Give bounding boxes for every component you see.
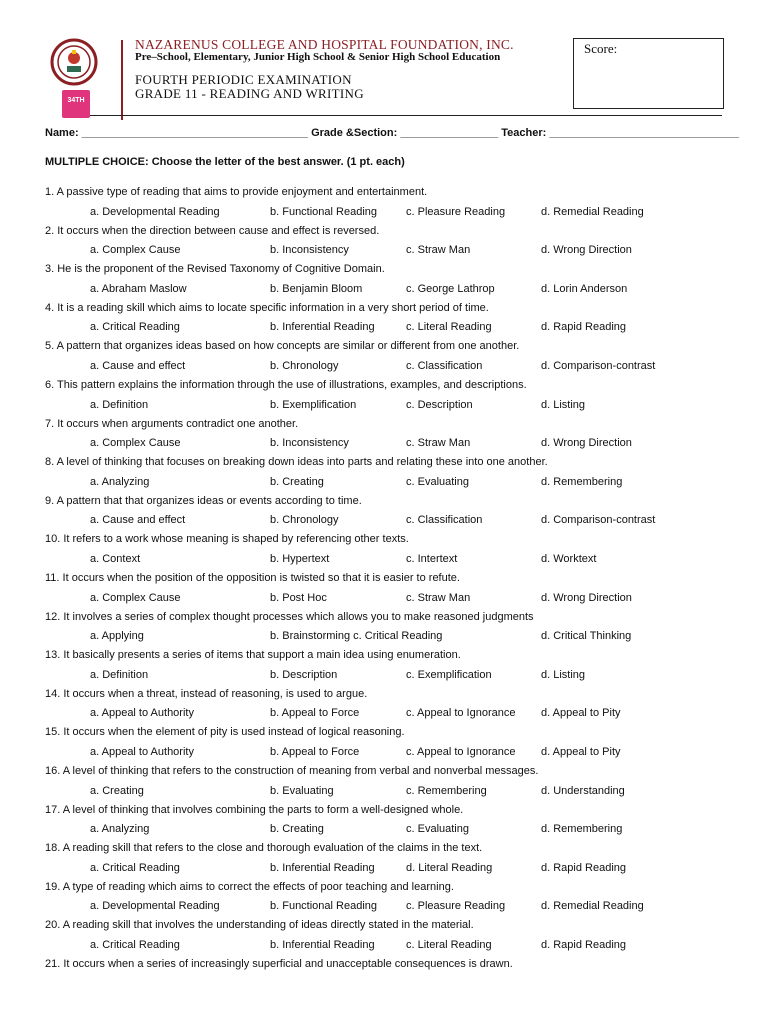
question-14-option-a[interactable]: a. Appeal to Authority: [90, 707, 194, 720]
question-14: 14. It occurs when a threat, instead of reasoning, is used to argue.: [45, 687, 368, 700]
question-8-option-a[interactable]: a. Analyzing: [90, 475, 150, 488]
question-2-option-c[interactable]: c. Straw Man: [406, 244, 471, 257]
question-4-option-c[interactable]: c. Literal Reading: [406, 321, 492, 334]
question-16-option-a[interactable]: a. Creating: [90, 784, 144, 797]
question-7-option-a[interactable]: a. Complex Cause: [90, 437, 181, 450]
question-19: 19. A type of reading which aims to correct the effects of poor teaching and learning.: [45, 880, 454, 893]
question-12-option-b[interactable]: b. Brainstorming c. Critical Reading: [270, 630, 443, 643]
question-20: 20. A reading skill that involves the understanding of ideas directly stated in the material.: [45, 919, 474, 932]
question-9-option-b[interactable]: b. Chronology: [270, 514, 339, 527]
question-4-option-b[interactable]: b. Inferential Reading: [270, 321, 375, 334]
question-10-option-d[interactable]: d. Worktext: [541, 552, 597, 565]
question-13-option-a[interactable]: a. Definition: [90, 668, 149, 681]
school-logo: [50, 38, 98, 86]
question-7: 7. It occurs when arguments contradict one another.: [45, 417, 299, 430]
question-19-option-b[interactable]: b. Functional Reading: [270, 900, 378, 913]
question-3-option-d[interactable]: d. Lorin Anderson: [541, 282, 628, 295]
question-17: 17. A level of thinking that involves combining the parts to form a well-designed whole.: [45, 803, 464, 816]
question-1: 1. A passive type of reading that aims to provide enjoyment and entertainment.: [45, 186, 428, 198]
question-18-option-a[interactable]: a. Critical Reading: [90, 861, 180, 874]
question-13-option-d[interactable]: d. Listing: [541, 668, 586, 681]
question-9-option-c[interactable]: c. Classification: [406, 514, 483, 527]
question-16: 16. A level of thinking that refers to the construction of meaning from verbal and nonverbal messages.: [45, 765, 539, 777]
score-box[interactable]: [573, 38, 724, 109]
question-5-option-b[interactable]: b. Chronology: [270, 359, 339, 372]
question-11-option-b[interactable]: b. Post Hoc: [270, 591, 327, 604]
question-11: 11. It occurs when the position of the opposition is twisted so that it is easier to refute.: [45, 572, 460, 584]
name-section-teacher-row[interactable]: Name: _____________________________________ Grade &Section: ________________ Teacher: _______________________________: [45, 127, 740, 139]
question-17-option-b[interactable]: b. Creating: [270, 823, 324, 836]
question-21: 21. It occurs when a series of increasingly superficial and unacceptable consequences is drawn.: [45, 958, 513, 970]
score-label: Score:: [584, 41, 618, 56]
question-10-option-a[interactable]: a. Context: [90, 552, 141, 565]
question-16-option-c[interactable]: c. Remembering: [406, 784, 487, 797]
question-19-option-c[interactable]: c. Pleasure Reading: [406, 900, 506, 913]
header-divider: [121, 40, 123, 120]
question-3-option-a[interactable]: a. Abraham Maslow: [90, 282, 187, 295]
question-4-option-d[interactable]: d. Rapid Reading: [541, 321, 627, 334]
question-5-option-d[interactable]: d. Comparison-contrast: [541, 359, 656, 372]
grade-subject: GRADE 11 - READING AND WRITING: [135, 86, 364, 101]
question-18-option-c[interactable]: d. Literal Reading: [406, 861, 493, 874]
question-11-option-c[interactable]: c. Straw Man: [406, 591, 471, 604]
question-9-option-a[interactable]: a. Cause and effect: [90, 514, 186, 527]
question-6-option-b[interactable]: b. Exemplification: [270, 398, 357, 411]
question-14-option-d[interactable]: d. Appeal to Pity: [541, 707, 621, 720]
instructions: MULTIPLE CHOICE: Choose the letter of the best answer. (1 pt. each): [45, 156, 405, 168]
question-6: 6. This pattern explains the information through the use of illustrations, examples, and descriptions.: [45, 379, 527, 391]
question-1-option-c[interactable]: c. Pleasure Reading: [406, 205, 506, 218]
school-name: NAZARENUS COLLEGE AND HOSPITAL FOUNDATION, INC.: [135, 37, 514, 52]
question-3-option-c[interactable]: c. George Lathrop: [406, 282, 495, 295]
question-19-option-d[interactable]: d. Remedial Reading: [541, 900, 644, 913]
question-2-option-d[interactable]: d. Wrong Direction: [541, 244, 632, 257]
question-1-option-a[interactable]: a. Developmental Reading: [90, 205, 220, 218]
question-20-option-b[interactable]: b. Inferential Reading: [270, 938, 375, 951]
header-rule: [90, 115, 722, 116]
question-15-option-d[interactable]: d. Appeal to Pity: [541, 745, 621, 758]
question-6-option-c[interactable]: c. Description: [406, 398, 473, 411]
exam-title: FOURTH PERIODIC EXAMINATION: [135, 72, 352, 87]
question-17-option-c[interactable]: c. Evaluating: [406, 823, 469, 836]
question-10: 10. It refers to a work whose meaning is shaped by referencing other texts.: [45, 533, 409, 546]
question-14-option-c[interactable]: c. Appeal to Ignorance: [406, 707, 516, 720]
question-12-option-d[interactable]: d. Critical Thinking: [541, 630, 632, 643]
question-15-option-c[interactable]: c. Appeal to Ignorance: [406, 745, 516, 758]
question-4-option-a[interactable]: a. Critical Reading: [90, 321, 180, 334]
question-7-option-b[interactable]: b. Inconsistency: [270, 437, 349, 450]
question-18-option-d[interactable]: d. Rapid Reading: [541, 861, 627, 874]
question-7-option-d[interactable]: d. Wrong Direction: [541, 437, 632, 450]
question-20-option-a[interactable]: a. Critical Reading: [90, 938, 180, 951]
question-8-option-d[interactable]: d. Remembering: [541, 475, 623, 488]
question-11-option-d[interactable]: d. Wrong Direction: [541, 591, 632, 604]
question-13: 13. It basically presents a series of items that support a main idea using enumeration.: [45, 649, 461, 662]
question-15-option-a[interactable]: a. Appeal to Authority: [90, 745, 194, 758]
question-1-option-b[interactable]: b. Functional Reading: [270, 205, 378, 218]
question-15-option-b[interactable]: b. Appeal to Force: [270, 745, 360, 758]
question-8: 8. A level of thinking that focuses on breaking down ideas into parts and relating these into one another.: [45, 456, 548, 469]
question-18-option-b[interactable]: b. Inferential Reading: [270, 861, 375, 874]
question-12: 12. It involves a series of complex thought processes which allows you to make reasoned judgments: [45, 610, 534, 623]
question-12-option-a[interactable]: a. Applying: [90, 630, 144, 643]
question-16-option-b[interactable]: b. Evaluating: [270, 784, 334, 797]
question-3: 3. He is the proponent of the Revised Taxonomy of Cognitive Domain.: [45, 263, 385, 276]
school-subtitle: Pre–School, Elementary, Junior High School & Senior High School Education: [135, 51, 501, 63]
question-2-option-a[interactable]: a. Complex Cause: [90, 244, 181, 257]
question-5: 5. A pattern that organizes ideas based on how concepts are similar or different from one another.: [45, 340, 520, 353]
question-13-option-c[interactable]: c. Exemplification: [406, 668, 492, 681]
question-11-option-a[interactable]: a. Complex Cause: [90, 591, 181, 604]
question-15: 15. It occurs when the element of pity is used instead of logical reasoning.: [45, 726, 405, 739]
question-6-option-a[interactable]: a. Definition: [90, 398, 149, 411]
question-1-option-d[interactable]: d. Remedial Reading: [541, 205, 644, 218]
question-9: 9. A pattern that that organizes ideas or events according to time.: [45, 494, 362, 507]
question-17-option-a[interactable]: a. Analyzing: [90, 823, 150, 836]
question-8-option-b[interactable]: b. Creating: [270, 475, 324, 488]
question-17-option-d[interactable]: d. Remembering: [541, 823, 623, 836]
question-10-option-c[interactable]: c. Intertext: [406, 552, 458, 565]
anniversary-badge: 34TH: [62, 90, 90, 118]
question-6-option-d[interactable]: d. Listing: [541, 398, 586, 411]
question-2-option-b[interactable]: b. Inconsistency: [270, 244, 349, 257]
question-20-option-c[interactable]: c. Literal Reading: [406, 938, 492, 951]
question-8-option-c[interactable]: c. Evaluating: [406, 475, 469, 488]
question-4: 4. It is a reading skill which aims to locate specific information in a very short period of time.: [45, 301, 489, 314]
question-10-option-b[interactable]: b. Hypertext: [270, 552, 330, 565]
question-13-option-b[interactable]: b. Description: [270, 668, 338, 681]
question-5-option-a[interactable]: a. Cause and effect: [90, 359, 186, 372]
question-16-option-d[interactable]: d. Understanding: [541, 784, 625, 797]
question-2: 2. It occurs when the direction between cause and effect is reversed.: [45, 224, 380, 237]
question-19-option-a[interactable]: a. Developmental Reading: [90, 900, 220, 913]
question-9-option-d[interactable]: d. Comparison-contrast: [541, 514, 656, 527]
question-7-option-c[interactable]: c. Straw Man: [406, 437, 471, 450]
question-20-option-d[interactable]: d. Rapid Reading: [541, 938, 627, 951]
question-14-option-b[interactable]: b. Appeal to Force: [270, 707, 360, 720]
question-18: 18. A reading skill that refers to the close and thorough evaluation of the claims in the text.: [45, 842, 483, 855]
question-5-option-c[interactable]: c. Classification: [406, 359, 483, 372]
question-3-option-b[interactable]: b. Benjamin Bloom: [270, 282, 363, 295]
